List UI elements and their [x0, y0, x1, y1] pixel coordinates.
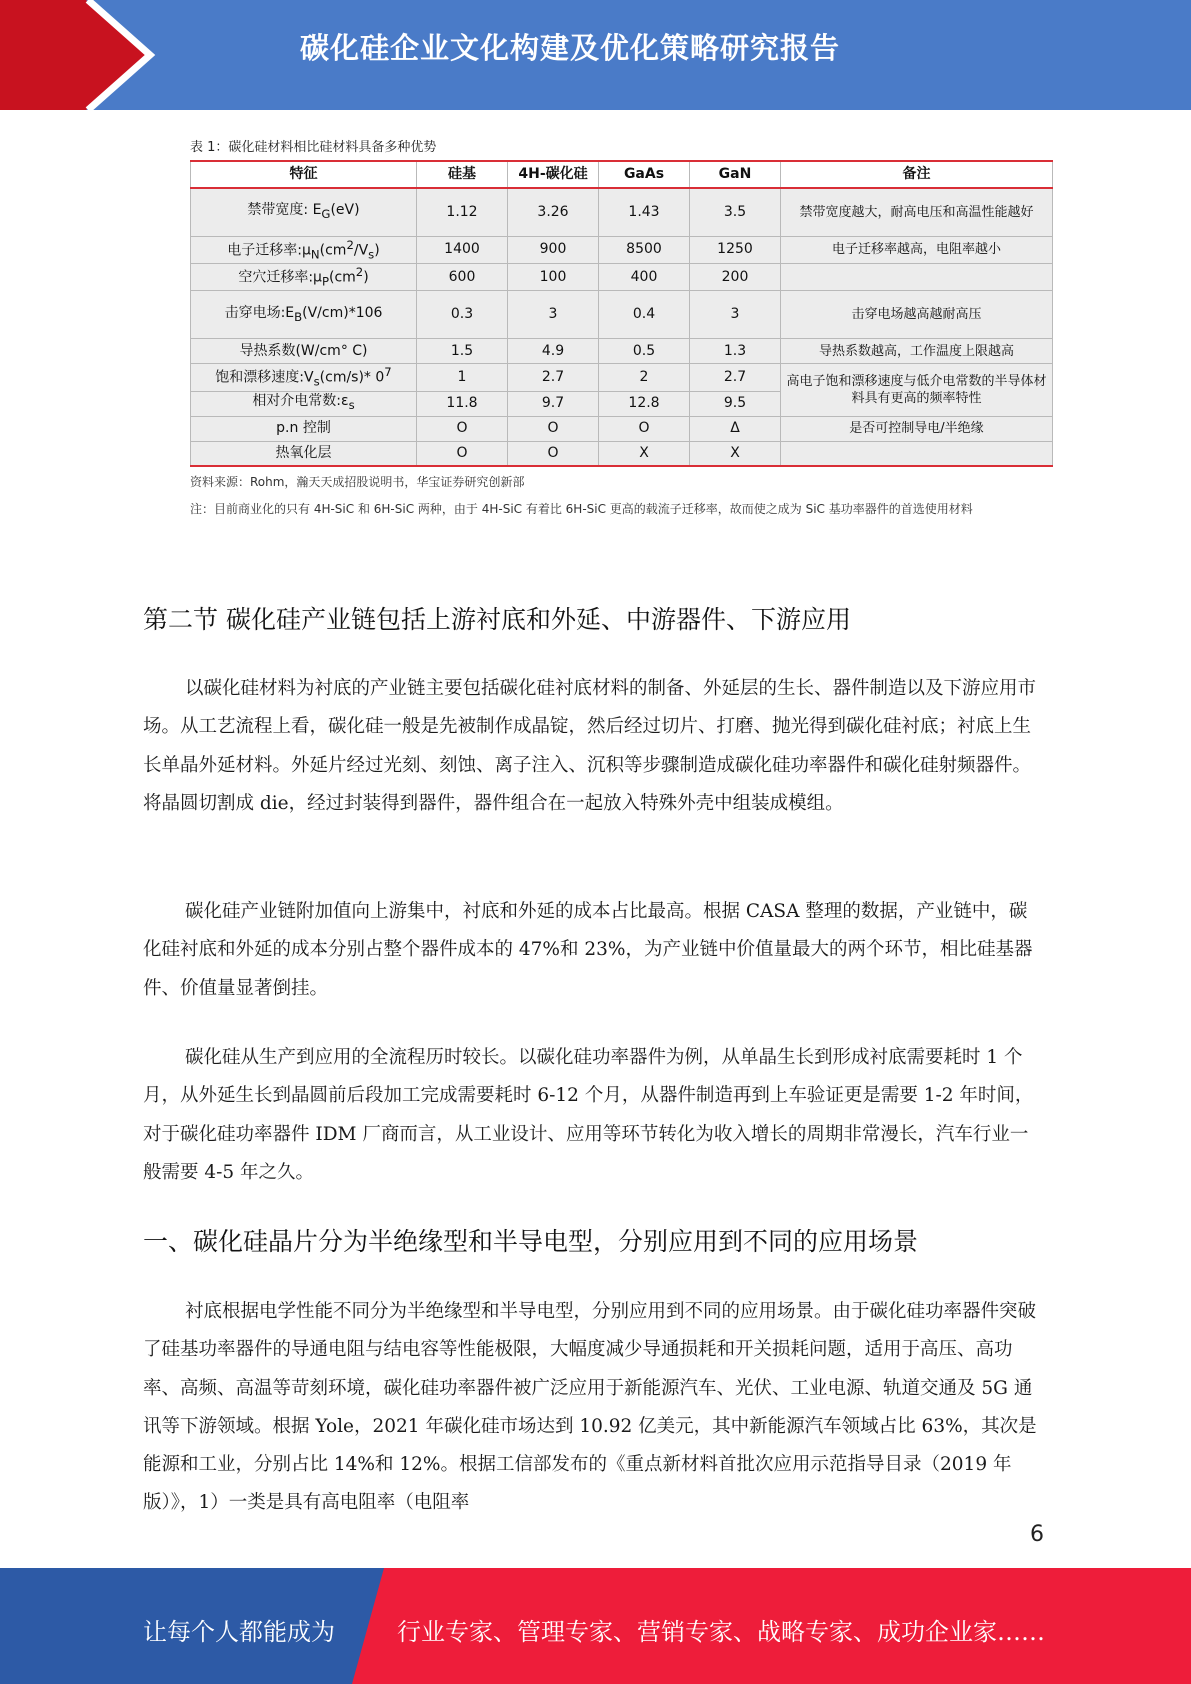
feature-cell: 电子迁移率$:\mu_N(cm^2/V_s)$ [191, 236, 417, 263]
feature-cell: 空穴迁移率$:\mu_P(cm^2)$ [191, 263, 417, 290]
table-header-row [191, 161, 1053, 188]
subsection-heading: 一、碳化硅晶片分为半绝缘型和半导电型，分别应用到不同的应用场景 [143, 1227, 919, 1256]
feature-cell: 导热系数(W/cm° C) [191, 339, 417, 364]
paragraph: 碳化硅产业链附加值向上游集中，衬底和外延的成本占比最高。根据 CASA 整理的数据，产业链中，碳化硅衬底和外延的成本分别占整个器件成本的 47%和 23%，为产业链中价值量最大的两个环节，相比硅基器件、价值量显著倒挂。 [143, 901, 1033, 999]
table-cell: 3.26 [508, 188, 599, 236]
table-row [191, 364, 1053, 391]
note-cell: 高电子饱和漂移速度与低介电常数的半导体材料具有更高的频率特性 [781, 364, 1053, 416]
comparison-table [190, 160, 1053, 467]
table-cell: 0.3 [417, 291, 508, 339]
page-number: 6 [1030, 1522, 1044, 1547]
table-cell: 11.8 [417, 391, 508, 416]
table-cell: X [690, 441, 781, 466]
paragraph: 衬底根据电学性能不同分为半绝缘型和半导电型，分别应用到不同的应用场景。由于碳化硅功率器件突破了硅基功率器件的导通电阻与结电容等性能极限，大幅度减少导通损耗和开关损耗问题，适用于高压、高功率、高频、高温等苛刻环境，碳化硅功率器件被广泛应用于新能源汽车、光伏、工业电源、轨道交通及 5G 通讯等下游领域。根据 Yole，2021 年碳化硅市场达到 10.92 亿美元，其中新能源汽车领域占比 63%，其次是能源和工业，分别占比 14%和 12%。根据工信部发布的《重点新材料首批次应用示范指导目录（2019 年版）》，1）一类是具有高电阻率（电阻率 [143, 1301, 1037, 1514]
table-caption: 表 1：碳化硅材料相比硅材料具备多种优势 [190, 140, 437, 155]
table-cell: 1.43 [599, 188, 690, 236]
table-row [191, 441, 1053, 466]
feature-cell: p.n 控制 [191, 416, 417, 441]
table-cell: 12.8 [599, 391, 690, 416]
feature-cell: 禁带宽度: $E_G(eV)$ [191, 188, 417, 236]
header-cell: GaN [690, 161, 781, 188]
table-cell: 0.5 [599, 339, 690, 364]
table-cell: 1.5 [417, 339, 508, 364]
header-cell: GaAs [599, 161, 690, 188]
table-cell: 0.4 [599, 291, 690, 339]
table-cell: O [599, 416, 690, 441]
table-cell: 100 [508, 263, 599, 290]
table-row [191, 339, 1053, 364]
table-cell: O [417, 441, 508, 466]
header-cell: 硅基 [417, 161, 508, 188]
table-cell: 2.7 [690, 364, 781, 391]
table-cell: 1.3 [690, 339, 781, 364]
table-cell: X [599, 441, 690, 466]
table-cell: 2 [599, 364, 690, 391]
page-header [0, 0, 1191, 110]
note-cell: 击穿电场越高越耐高压 [781, 291, 1053, 339]
table-cell: 400 [599, 263, 690, 290]
header-cell: 特征 [191, 161, 417, 188]
feature-cell: 饱和漂移速度$:V_s(cm/s)*$ $0^7$ [191, 364, 417, 391]
header-cell: 备注 [781, 161, 1053, 188]
table-cell: 9.7 [508, 391, 599, 416]
table-cell: 3.5 [690, 188, 781, 236]
feature-cell: 相对介电常数$:\varepsilon_s$ [191, 391, 417, 416]
paragraph: 以碳化硅材料为衬底的产业链主要包括碳化硅衬底材料的制备、外延层的生长、器件制造以及下游应用市场。从工艺流程上看，碳化硅一般是先被制作成晶锭，然后经过切片、打磨、抛光得到碳化硅衬底；衬底上生长单晶外延材料。外延片经过光刻、刻蚀、离子注入、沉积等步骤制造成碳化硅功率器件和碳化硅射频器件。将晶圆切割成 die，经过封装得到器件，器件组合在一起放入特殊外壳中组装成模组。 [143, 678, 1037, 814]
note-cell [781, 263, 1053, 290]
paragraph: 碳化硅从生产到应用的全流程历时较长。以碳化硅功率器件为例，从单晶生长到形成衬底需要耗时 1 个月，从外延生长到晶圆前后段加工完成需要耗时 6-12 个月，从器件制造再到上车验证更是需要 1-2 年时间，对于碳化硅功率器件 IDM 厂商而言，从工业设计、应用等环节转化为收入增长的周期非常漫长，汽车行业一般需要 4-5 年之久。 [143, 1047, 1034, 1183]
table-footnote: 注：目前商业化的只有 4H-SiC 和 6H-SiC 两种，由于 4H-SiC 有着比 6H-SiC 更高的载流子迁移率，故而使之成为 SiC 基功率器件的首选使用材料 [190, 502, 973, 517]
table-cell: 1400 [417, 236, 508, 263]
note-cell: 是否可控制导电/半绝缘 [781, 416, 1053, 441]
table-cell: O [508, 441, 599, 466]
note-cell [781, 441, 1053, 466]
table-cell: 2.7 [508, 364, 599, 391]
footer-right-text: 行业专家、管理专家、营销专家、战略专家、成功企业家…… [397, 1618, 1045, 1646]
table-row [191, 188, 1053, 236]
note-cell: 导热系数越高，工作温度上限越高 [781, 339, 1053, 364]
table-cell: 8500 [599, 236, 690, 263]
table-cell: 1.12 [417, 188, 508, 236]
section-heading: 第二节 碳化硅产业链包括上游衬底和外延、中游器件、下游应用 [143, 605, 851, 634]
header-cell: 4H-碳化硅 [508, 161, 599, 188]
table-row [191, 416, 1053, 441]
table-cell: 900 [508, 236, 599, 263]
table-cell: 1 [417, 364, 508, 391]
note-cell: 电子迁移率越高，电阻率越小 [781, 236, 1053, 263]
note-cell: 禁带宽度越大，耐高电压和高温性能越好 [781, 188, 1053, 236]
header-title: 碳化硅企业文化构建及优化策略研究报告 [300, 31, 841, 65]
table-cell: 3 [508, 291, 599, 339]
table-row [191, 291, 1053, 339]
feature-cell: 击穿电场$:E_B(V/cm)*106$ [191, 291, 417, 339]
table-cell: 9.5 [690, 391, 781, 416]
table-row [191, 263, 1053, 290]
table-cell: 3 [690, 291, 781, 339]
table-cell: 4.9 [508, 339, 599, 364]
page-footer [0, 1568, 1191, 1684]
table-cell: 1250 [690, 236, 781, 263]
table-cell: Δ [690, 416, 781, 441]
table-source: 资料来源：Rohm，瀚天天成招股说明书，华宝证券研究创新部 [190, 475, 525, 490]
table-cell: O [508, 416, 599, 441]
table-cell: 200 [690, 263, 781, 290]
table-row [191, 236, 1053, 263]
feature-cell: 热氧化层 [191, 441, 417, 466]
table-cell: 600 [417, 263, 508, 290]
footer-left-text: 让每个人都能成为 [143, 1618, 335, 1646]
table-cell: O [417, 416, 508, 441]
table-figure [190, 136, 1052, 520]
